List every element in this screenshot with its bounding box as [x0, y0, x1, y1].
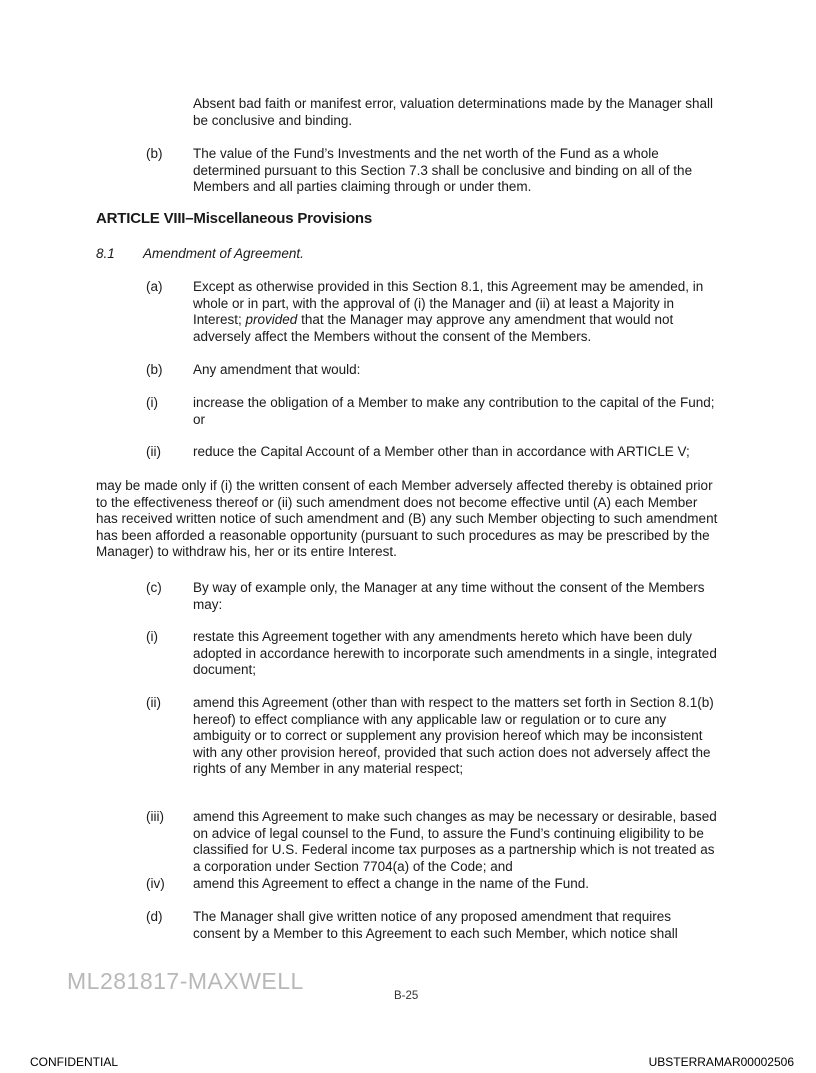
amend-c-text: By way of example only, the Manager at any time without the consent of the Members may:: [193, 580, 705, 612]
section-number: 8.1: [96, 246, 115, 261]
provided-italic: provided: [245, 312, 298, 327]
amend-b-text: Any amendment that would:: [193, 362, 361, 377]
amend-a-label: (a): [146, 279, 163, 294]
page-number: B-25: [394, 990, 419, 1002]
amend-c-iv-text: amend this Agreement to effect a change in the name of the Fund.: [193, 876, 590, 891]
article-heading: ARTICLE VIII–Miscellaneous Provisions: [96, 210, 373, 227]
may-be-made-paragraph: may be made only if (i) the written consent of each Member adversely affected thereby is obtained prior to the effectiveness thereof or (ii) such amendment does not become effective until (A) each Member has received written notice of such amendment and (B) any such Member objecting to such amendment has been afforded a reasonable opportunity (pursuant to such procedures as may be prescribed by the Manager) to withdraw his, her or its entire Interest.: [96, 478, 718, 559]
bates-watermark: ML281817-MAXWELL: [67, 968, 304, 994]
amend-d-label: (d): [146, 909, 163, 924]
amend-a-text: Except as otherwise provided in this Section 8.1, this Agreement may be amended, in whole or in part, with the approval of (i) the Manager and (ii) at least a Majority in Interest; provided that the Manager may approve any amendment that would not adversely affect the Members without the consent of the Members.: [193, 279, 704, 344]
amend-c-i-label: (i): [146, 629, 158, 644]
amend-c-iii-label: (iii): [146, 809, 164, 824]
confidential-footer: CONFIDENTIAL: [30, 1055, 119, 1069]
valuation-paragraph: Absent bad faith or manifest error, valuation determinations made by the Manager shall be conclusive and binding.: [193, 96, 714, 128]
bates-number-footer: UBSTERRAMAR00002506: [648, 1055, 794, 1069]
amend-c-label: (c): [146, 580, 162, 595]
amend-d-text: The Manager shall give written notice of any proposed amendment that requires consent by a Member to this Agreement to each such Member, which notice shall: [193, 909, 678, 941]
amend-c-iv-label: (iv): [146, 876, 165, 891]
section-title: Amendment of Agreement.: [143, 246, 304, 261]
amend-c-ii-text: amend this Agreement (other than with respect to the matters set forth in Section 8.1(b) hereof) to effect compliance with any applicable law or regulation or to cure any ambiguity or to correct or supplement any provision hereof which may be inconsistent with any other provision hereof, provided that such action does not adversely affect the rights of any Member in any material respect;: [193, 695, 714, 776]
para-b-text: The value of the Fund’s Investments and the net worth of the Fund as a whole determined pursuant to this Section 7.3 shall be conclusive and binding on all of the Members and all parties claiming through or under them.: [193, 146, 693, 194]
amend-b-i-label: (i): [146, 395, 158, 410]
amend-c-iii-text: amend this Agreement to make such changes as may be necessary or desirable, based on advice of legal counsel to the Fund, to assure the Fund’s continuing eligibility to be classified for U.S. Federal income tax purposes as a partnership which is not treated as a corporation under Section 7704(a) of the Code; and: [193, 809, 717, 874]
amend-c-ii-label: (ii): [146, 695, 161, 710]
amend-b-ii-label: (ii): [146, 444, 161, 459]
amend-b-ii-text: reduce the Capital Account of a Member other than in accordance with ARTICLE V;: [193, 444, 690, 459]
amend-c-i-text: restate this Agreement together with any amendments hereto which have been duly adopted in accordance herewith to incorporate such amendments in a single, integrated document;: [193, 629, 717, 677]
amend-b-label: (b): [146, 362, 163, 377]
amend-b-i-text: increase the obligation of a Member to make any contribution to the capital of the Fund; or: [193, 395, 715, 427]
para-b-label: (b): [146, 146, 163, 161]
